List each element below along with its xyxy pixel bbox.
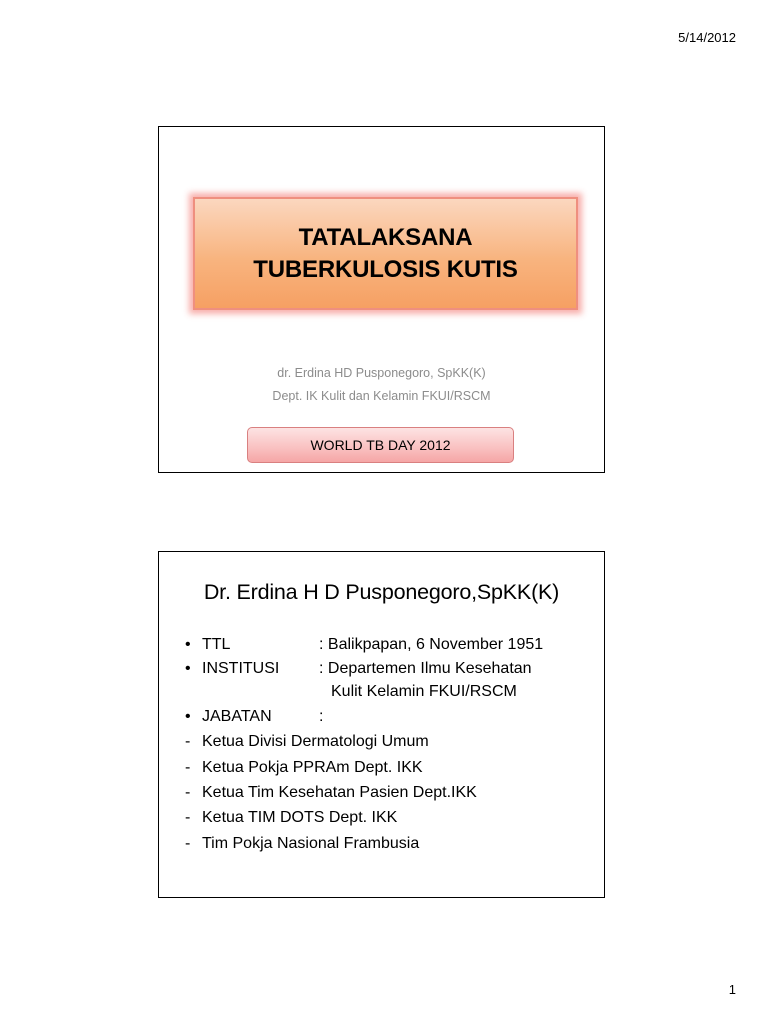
world-tb-day-button[interactable]: WORLD TB DAY 2012 — [247, 427, 514, 463]
item-value: : Balikpapan, 6 November 1951 — [319, 636, 544, 653]
position-text: Tim Pokja Nasional Frambusia — [202, 835, 420, 852]
position-text: Ketua Pokja PPRAm Dept. IKK — [202, 759, 423, 776]
slide-author-profile — [158, 551, 605, 898]
item-label: INSTITUSI — [202, 660, 280, 677]
item-value: : Departemen Ilmu Kesehatan — [319, 660, 532, 677]
item-value: : — [319, 708, 324, 725]
bullet-icon: • — [185, 636, 191, 653]
item-label: JABATAN — [202, 708, 272, 725]
title-box — [193, 197, 578, 310]
bullet-icon: • — [185, 708, 191, 725]
author-name: dr. Erdina HD Pusponegoro, SpKK(K) — [277, 366, 486, 380]
title-line-2: TUBERKULOSIS KUTIS — [253, 255, 518, 283]
position-text: Ketua Divisi Dermatologi Umum — [202, 733, 429, 750]
page-number: 1 — [728, 982, 736, 997]
dash-icon: - — [185, 784, 191, 801]
item-value-continuation: Kulit Kelamin FKUI/RSCM — [331, 683, 517, 700]
dash-icon: - — [185, 733, 191, 750]
slide-title — [158, 126, 605, 473]
position-text: Ketua Tim Kesehatan Pasien Dept.IKK — [202, 784, 477, 801]
page-date: 5/14/2012 — [678, 30, 736, 45]
slide-title-text: Dr. Erdina H D Pusponegoro,SpKK(K) — [203, 580, 560, 604]
author-department: Dept. IK Kulit dan Kelamin FKUI/RSCM — [272, 389, 491, 403]
dash-icon: - — [185, 759, 191, 776]
dash-icon: - — [185, 809, 191, 826]
item-label: TTL — [202, 636, 231, 653]
title-line-1: TATALAKSANA — [298, 223, 473, 251]
position-text: Ketua TIM DOTS Dept. IKK — [202, 809, 398, 826]
dash-icon: - — [185, 835, 191, 852]
bullet-icon: • — [185, 660, 191, 677]
